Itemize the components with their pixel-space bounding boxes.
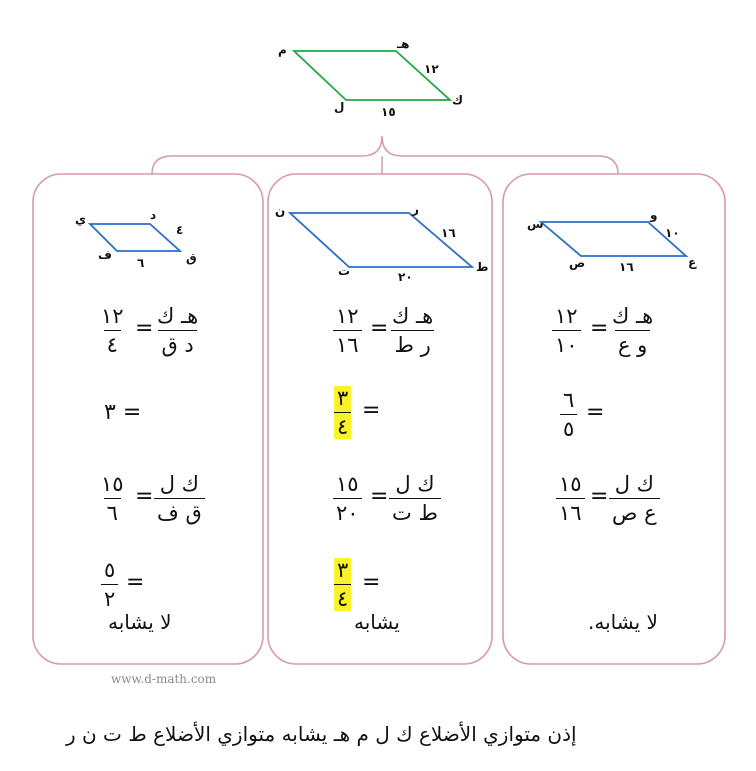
vertex-label-q: ق [186,251,197,265]
equals-sign: = [135,484,154,509]
side-label-right-top: ١٠ [665,226,680,240]
fraction-middle-r2-lhs: ك ل ط ت [389,472,441,525]
fraction-right-r2-lhs: ك ل ع ص [609,472,660,525]
fraction-right-r1-lhs: هـ ك و ع [612,304,654,357]
vertex-label-e: ع [688,255,697,269]
verdict-left: لا يشابه [108,610,172,634]
side-label-middle-bottom: ٢٠ [398,270,413,284]
vertex-label-y: ي [75,212,86,226]
vertex-label-t2: ت [338,264,351,278]
vertex-label-f: ف [98,248,112,262]
vertex-label-s: س [527,217,544,231]
equals-sign: = [590,484,609,509]
vertex-label-r: ر [412,202,419,216]
panel-left [33,174,263,664]
equals-sign: = [362,570,381,595]
verdict-middle: يشابه [354,610,400,634]
equals-sign: = [126,570,145,595]
fraction-middle-r2-result-highlighted: ٣ ٤ [334,558,351,611]
side-label-kl: ١٥ [381,105,396,119]
side-label-hk: ١٢ [424,62,439,76]
equals-sign: = [370,484,389,509]
fraction-left-r1-rhs: ١٢ ٤ [101,304,124,357]
parallelogram-left [90,224,180,251]
vertex-label-k: ك [452,93,463,107]
fraction-left-r2-result: ٥ ٢ [101,558,118,611]
equals-sign: = [590,316,609,341]
watermark-url: www.d-math.com [111,672,217,686]
fraction-left-r2-lhs: ك ل ق ف [154,472,205,525]
vertex-label-d: د [150,208,157,222]
fraction-middle-r1-result-highlighted: ٣ ٤ [334,386,351,439]
side-label-right-bottom: ١٦ [619,260,634,274]
vertex-label-m: م [278,43,287,57]
vertex-label-l: ل [334,100,345,114]
fraction-middle-r1-lhs: هـ ك ر ط [392,304,434,357]
vertex-label-n: ن [275,204,286,218]
side-label-middle-right: ١٦ [441,226,456,240]
bracket-connector [152,136,618,174]
vertex-label-h: هـ [397,37,410,51]
equals-sign: = [370,316,389,341]
parallelogram-middle [290,213,472,267]
equals-sign: = [135,316,154,341]
fraction-right-r1-result: ٦ ٥ [560,388,577,441]
verdict-right: لا يشابه. [588,610,658,634]
panel-right [503,174,725,664]
fraction-right-r2-rhs: ١٥ ١٦ [556,472,585,525]
side-label-left-bottom: ٦ [137,256,145,270]
fraction-right-r1-rhs: ١٢ ١٠ [552,304,581,357]
equals-sign: = [362,398,381,423]
equals-sign: = [586,400,605,425]
fraction-left-r1-lhs: هـ ك د ق [157,304,199,357]
vertex-label-t: ط [476,260,489,274]
vertex-label-s2: ص [569,256,586,270]
fraction-middle-r1-rhs: ١٢ ١٦ [333,304,362,357]
conclusion-text: إذن متوازي الأضلاع ك ل م هـ يشابه متوازي الأضلاع ط ت ن ر [66,722,577,746]
ratio-left-r1-result: = ٣ [104,400,142,425]
fraction-left-r2-rhs: ١٥ ٦ [101,472,124,525]
side-label-left-right: ٤ [176,223,184,237]
fraction-middle-r2-rhs: ١٥ ٢٠ [333,472,362,525]
vertex-label-w: و [650,208,658,222]
